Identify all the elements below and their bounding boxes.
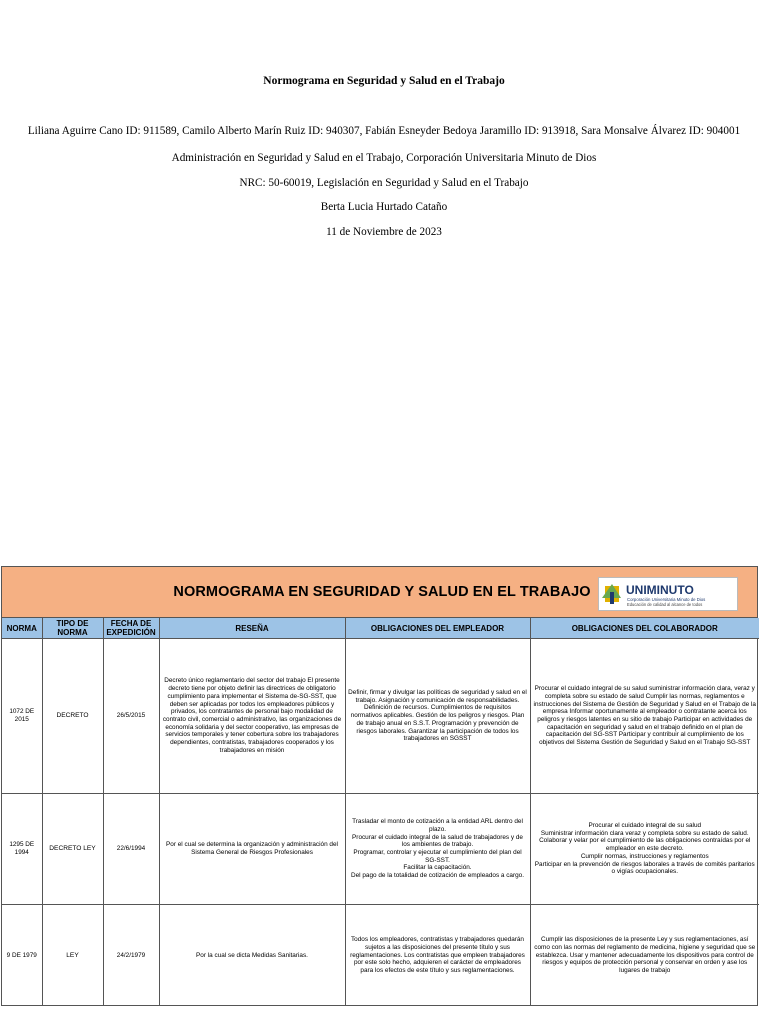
col-header-fecha: FECHA DE EXPEDICIÓN xyxy=(103,618,159,639)
colaborador-line: Suministrar información clara veraz y completa sobre su estado de salud. xyxy=(540,829,749,837)
logo-line2: Educación de calidad al alcance de todos xyxy=(627,602,703,607)
professor-line: Berta Lucia Hurtado Cataño xyxy=(320,201,448,213)
table-row xyxy=(2,794,759,905)
col-header-resena: RESEÑA xyxy=(159,618,345,639)
cell-fecha: 24/2/1979 xyxy=(103,905,159,1007)
document-title: Normograma en Seguridad y Salud en el Trabajo xyxy=(263,75,505,87)
col-header-colaborador: OBLIGACIONES DEL COLABORADOR xyxy=(530,618,759,639)
colaborador-line: Procurar el cuidado integral de su salud xyxy=(588,822,702,830)
cell-colaborador: Procurar el cuidado integral de su salud suministrar información clara, veraz y completa sobre su estado de salud Cumplir las normas, reglamentos e instrucciones del Sistema de Gestión de Seguridad y Salud en el Trabajo de la empresa Informar oportunamente al empleador o contratante acerca los peligros y riesgos latentes en su sitio de trabajo Participar en actividades de capacitación en seguridad y salud en el trabajo definido en el plan de capacitación del SG-SST Participar y contribuir al cumplimiento de los objetivos del Sistema Gestión de Seguridad y Salud en el Trabajo SG-SST xyxy=(530,639,759,794)
cell-tipo: LEY xyxy=(42,905,103,1007)
cell-norma: 9 DE 1979 xyxy=(2,905,42,1007)
colaborador-line: Participar en la prevención de riesgos laborales a través de comités paritarios o vigías ocupacionales. xyxy=(534,860,755,876)
col-header-tipo: TIPO DE NORMA xyxy=(42,618,103,639)
cell-resena: Por la cual se dicta Medidas Sanitarias. xyxy=(159,905,345,1007)
cell-norma: 1295 DE 1994 xyxy=(2,794,42,905)
cell-tipo: DECRETO xyxy=(42,639,103,794)
empleador-line: Facilitar la capacitación. xyxy=(403,864,472,872)
course-line: NRC: 50-60019, Legislación en Seguridad y Salud en el Trabajo xyxy=(239,177,529,189)
table-row xyxy=(2,905,759,1007)
cell-resena: Decreto único reglamentario del sector del trabajo El presente decreto tiene por objeto definir las directrices de obligatorio cumplimiento para implementar el Sistema de-SG-SST, que deben ser aplicadas por todos los empleadores públicos y privados, los contratantes de personal bajo modalidad de contrato civil, comercial o administrativo, las organizaciones de economía solidaria y del sector cooperativo, las empresas de servicios temporales y tener cobertura sobre los trabajadores dependientes, contratistas, trabajadores cooperados y los trabajadores en misión xyxy=(159,639,345,794)
authors-line: Liliana Aguirre Cano ID: 911589, Camilo Alberto Marín Ruiz ID: 940307, Fabián Esneyder Bedoya Jaramillo ID: 913918, Sara Monsalve Álvarez ID: 904001 xyxy=(27,125,741,137)
cell-norma: 1072 DE 2015 xyxy=(2,639,42,794)
uniminuto-logo-graphic xyxy=(599,578,737,610)
cell-tipo: DECRETO LEY xyxy=(42,794,103,905)
logo-name: UNIMINUTO xyxy=(626,583,694,597)
cell-colaborador: Cumplir las disposiciones de la presente Ley y sus reglamentaciones, así como con las normas del reglamento de medicina, higiene y seguridad que se establezca. Usar y mantener adecuadamente los dispositivos para control de riesgos y equipos de protección personal y conservar en orden y ase los lugares de trabajo xyxy=(530,905,759,1007)
cell-fecha: 26/5/2015 xyxy=(103,639,159,794)
sheet-title: NORMOGRAMA EN SEGURIDAD Y SALUD EN EL TRABAJO xyxy=(173,584,591,600)
empleador-line: Trasladar el monto de cotización a la entidad ARL dentro del plazo. xyxy=(352,818,523,833)
date-line: 11 de Noviembre de 2023 xyxy=(326,226,442,238)
colaborador-line: Cumplir normas, instrucciones y reglamentos xyxy=(580,852,709,860)
col-header-norma: NORMA xyxy=(2,618,42,639)
normograma-table xyxy=(2,618,759,1006)
table-header-row xyxy=(2,618,759,639)
empleador-line: Programar, controlar y ejecutar el cumplimiento del plan del SG-SST. xyxy=(353,849,522,864)
table-row xyxy=(2,639,759,794)
uniminuto-logo xyxy=(598,577,738,611)
logo-line1: Corporación Universitaria Minuto de Dios xyxy=(627,597,706,602)
colaborador-line: Colaborar y velar por el cumplimiento de las obligaciones contraídas por el empleador en este decreto. xyxy=(539,837,751,853)
cell-resena: Por el cual se determina la organización y administración del Sistema General de Riesgos Profesionales xyxy=(159,794,345,905)
col-header-empleador: OBLIGACIONES DEL EMPLEADOR xyxy=(345,618,530,639)
cell-empleador: Definir, firmar y divulgar las políticas de seguridad y salud en el trabajo. Asignación y comunicación de responsabilidades. Definición de recursos. Cumplimientos de requisitos normativos aplicables. Gestión de los peligros y riesgos. Plan de trabajo anual en S.S.T. Programación y prevención de riesgos laborales. Garantizar la participación de todos los trabajadores en SGSST xyxy=(345,639,530,794)
institution-line: Administración en Seguridad y Salud en el Trabajo, Corporación Universitaria Minuto de Dios xyxy=(171,152,597,164)
normograma-sheet xyxy=(1,566,758,1006)
empleador-line: Del pago de la totalidad de cotización de empleados a cargo. xyxy=(350,872,525,880)
cell-fecha: 22/6/1994 xyxy=(103,794,159,905)
cell-empleador xyxy=(345,794,530,905)
empleador-line: Procurar el cuidado integral de la salud de trabajadores y de los ambientes de trabajo. xyxy=(352,833,523,849)
cell-empleador: Todos los empleadores, contratistas y trabajadores quedarán sujetos a las disposiciones del presente título y sus reglamentaciones. Los contratistas que empleen trabajadores por este solo hecho, adquieren el carácter de empleadores para los efectos de este título y sus reglamentaciones. xyxy=(345,905,530,1007)
cell-colaborador xyxy=(530,794,759,905)
sheet-header xyxy=(2,567,757,618)
